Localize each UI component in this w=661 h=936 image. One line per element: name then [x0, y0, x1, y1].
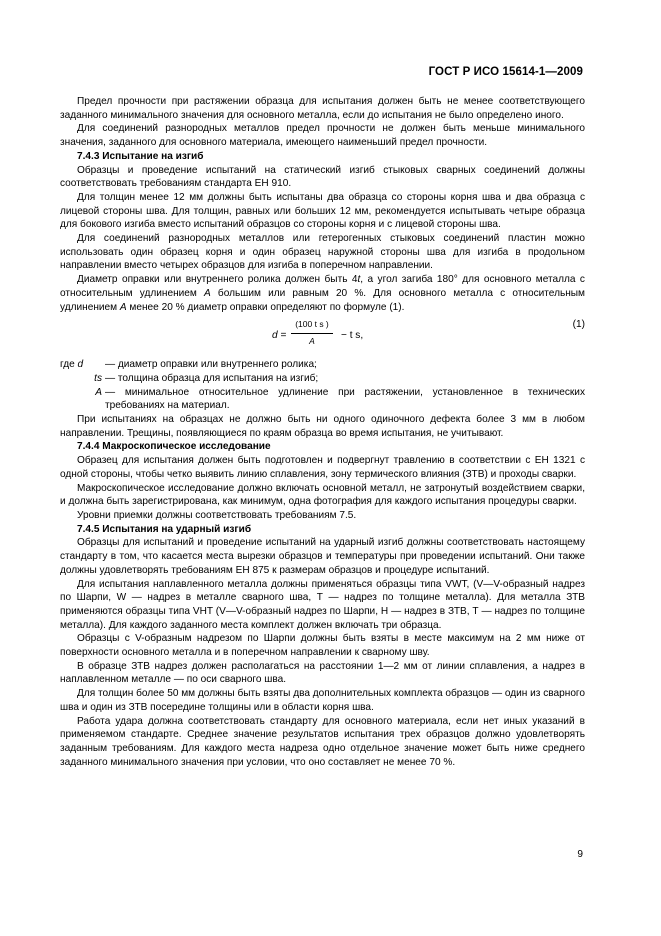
page-number: 9	[577, 849, 583, 860]
definition-text: — минимальное относительное удлинение при растяжении, установленное в технических требованиях на материал.	[105, 386, 585, 412]
text-run: , а угол загиба 180° для основного металла с относительным удлинением	[60, 274, 585, 299]
symbol-a: A	[204, 287, 211, 299]
paragraph: Уровни приемки должны соответствовать требованиям 7.5.	[77, 509, 357, 521]
definition-item	[60, 386, 585, 413]
paragraph: Для испытания наплавленного металла должны применяться образцы типа VWT, (V—V-образный надрез по Шарпи, W — надрез в металле сварного шва, Т — надрез по толщине металла). Для металла ЗТВ применяются образцы типа VHT (V—V-образный надрез по Шарпи, Н — надрез в ЗТВ, Т — надрез по толщине металла). Для каждого заданного места комплект должен включать три образца.	[60, 578, 585, 631]
section-heading-7-4-3: 7.4.3 Испытание на изгиб	[77, 150, 204, 162]
definition-item	[60, 358, 585, 372]
section-heading-7-4-4: 7.4.4 Макроскопическое исследование	[77, 441, 271, 453]
paragraph: Образцы с V-образным надрезом по Шарпи должны быть взяты в месте максимум на 2 мм ниже от поверхности основного металла и в поперечном направлении к сварному шву.	[60, 633, 585, 659]
section-heading-7-4-5: 7.4.5 Испытания на ударный изгиб	[77, 523, 252, 535]
paragraph: Образцы и проведение испытаний на статический изгиб стыковых сварных соединений должны соответствовать требованиям стандарта ЕН 910.	[60, 164, 585, 190]
formula-numerator: (100 t s )	[291, 318, 333, 334]
paragraph: Предел прочности при растяжении образца для испытания должен быть не менее соответствующего заданного минимального значения для основного металла, если до испытания не было определено иного.	[60, 96, 585, 121]
definition-text: — толщина образца для испытания на изгиб;	[105, 372, 319, 384]
paragraph: При испытаниях на образцах не должно быть ни одного одиночного дефекта более 3 мм в любом направлении. Трещины, появляющиеся по краям образца во время испытания, не учитывают.	[60, 414, 585, 439]
definitions-list	[60, 358, 585, 413]
paragraph: Макроскопическое исследование должно включать основной металл, не затронутый воздействием сварки, и должна быть зарегистрирована, как минимум, одна фотография для каждого испытания процедуры сварки.	[60, 482, 585, 508]
paragraph: Для толщин более 50 мм должны быть взяты два дополнительных комплекта образцов — один из сварного шва и один из ЗТВ посередине толщины или в области корня шва.	[60, 688, 586, 713]
paragraph	[60, 273, 585, 314]
definition-symbol: ts	[94, 372, 102, 384]
symbol-a: A	[119, 301, 127, 313]
standard-code-header: ГОСТ Р ИСО 15614-1—2009	[428, 66, 583, 78]
formula-lhs: d =	[272, 330, 287, 342]
paragraph: Работа удара должна соответствовать стандарту для основного материала, если нет иных указаний в применяемом стандарте. Среднее значение результатов испытания трех образцов должно удовлетворять заданным требованиям. Для каждого места надреза одно отдельное значение может быть ниже среднего заданного минимального значения при условии, что оно составляет не менее 70 %.	[60, 715, 585, 768]
text-run: Диаметр оправки или внутреннего ролика должен быть 4	[77, 274, 358, 286]
formula-denominator: A	[309, 335, 315, 346]
formula-fraction	[291, 318, 333, 348]
symbol-t: t	[357, 274, 361, 286]
formula-1	[60, 318, 585, 356]
definition-item	[60, 372, 585, 386]
paragraph: Для соединений разнородных металлов предел прочности не должен быть меньше минимального значения, заданного для основного материала, имеющего наименьший предел прочности.	[60, 123, 585, 149]
formula-rhs: − t s,	[341, 330, 364, 342]
paragraph: Образец для испытания должен быть подготовлен и подвергнут травлению в соответствии с ЕН 1321 с одной стороны, чтобы четко выявить линию сплавления, зону термического влияния (ЗТВ) и проходы сварки.	[60, 455, 585, 480]
text-run: большим или равным 20 %. Для основного металла с относительным удлинением	[60, 287, 585, 313]
definition-text: — диаметр оправки или внутреннего ролика;	[105, 359, 317, 371]
paragraph: В образце ЗТВ надрез должен располагаться на расстоянии 1—2 мм от линии сплавления, а надрез в наплавленном металле — по оси сварного шва.	[60, 660, 585, 686]
paragraph: Для толщин менее 12 мм должны быть испытаны два образца со стороны корня шва и два образца с лицевой стороны шва. Для толщин, равных или больших 12 мм, рекомендуется испытывать четыре образца для бокового изгиба вместо испытаний образцов со стороны корня и с лицевой стороны шва.	[60, 191, 585, 231]
paragraph: Образцы для испытаний и проведение испытаний на ударный изгиб должны соответствовать настоящему стандарту в том, что касается места вырезки образцов и температуры при проведении испытаний. Они также должны удовлетворять требованиям ЕН 875 к размерам образцов и процедуре испытаний.	[60, 537, 585, 576]
formula-number: (1)	[572, 319, 585, 331]
text-run: менее 20 % диаметр оправки определяют по формуле (1).	[126, 301, 405, 313]
paragraph: Для соединений разнородных металлов или гетерогенных стыковых соединений пластин можно использовать один образец корня и один образец наружной стороны шва для изгиба в продольном направлении вместо четырех образцов для изгиба в поперечном направлении.	[60, 233, 585, 272]
definition-symbol: где d	[60, 359, 84, 371]
definition-symbol: A	[95, 386, 102, 398]
document-body	[60, 95, 585, 769]
